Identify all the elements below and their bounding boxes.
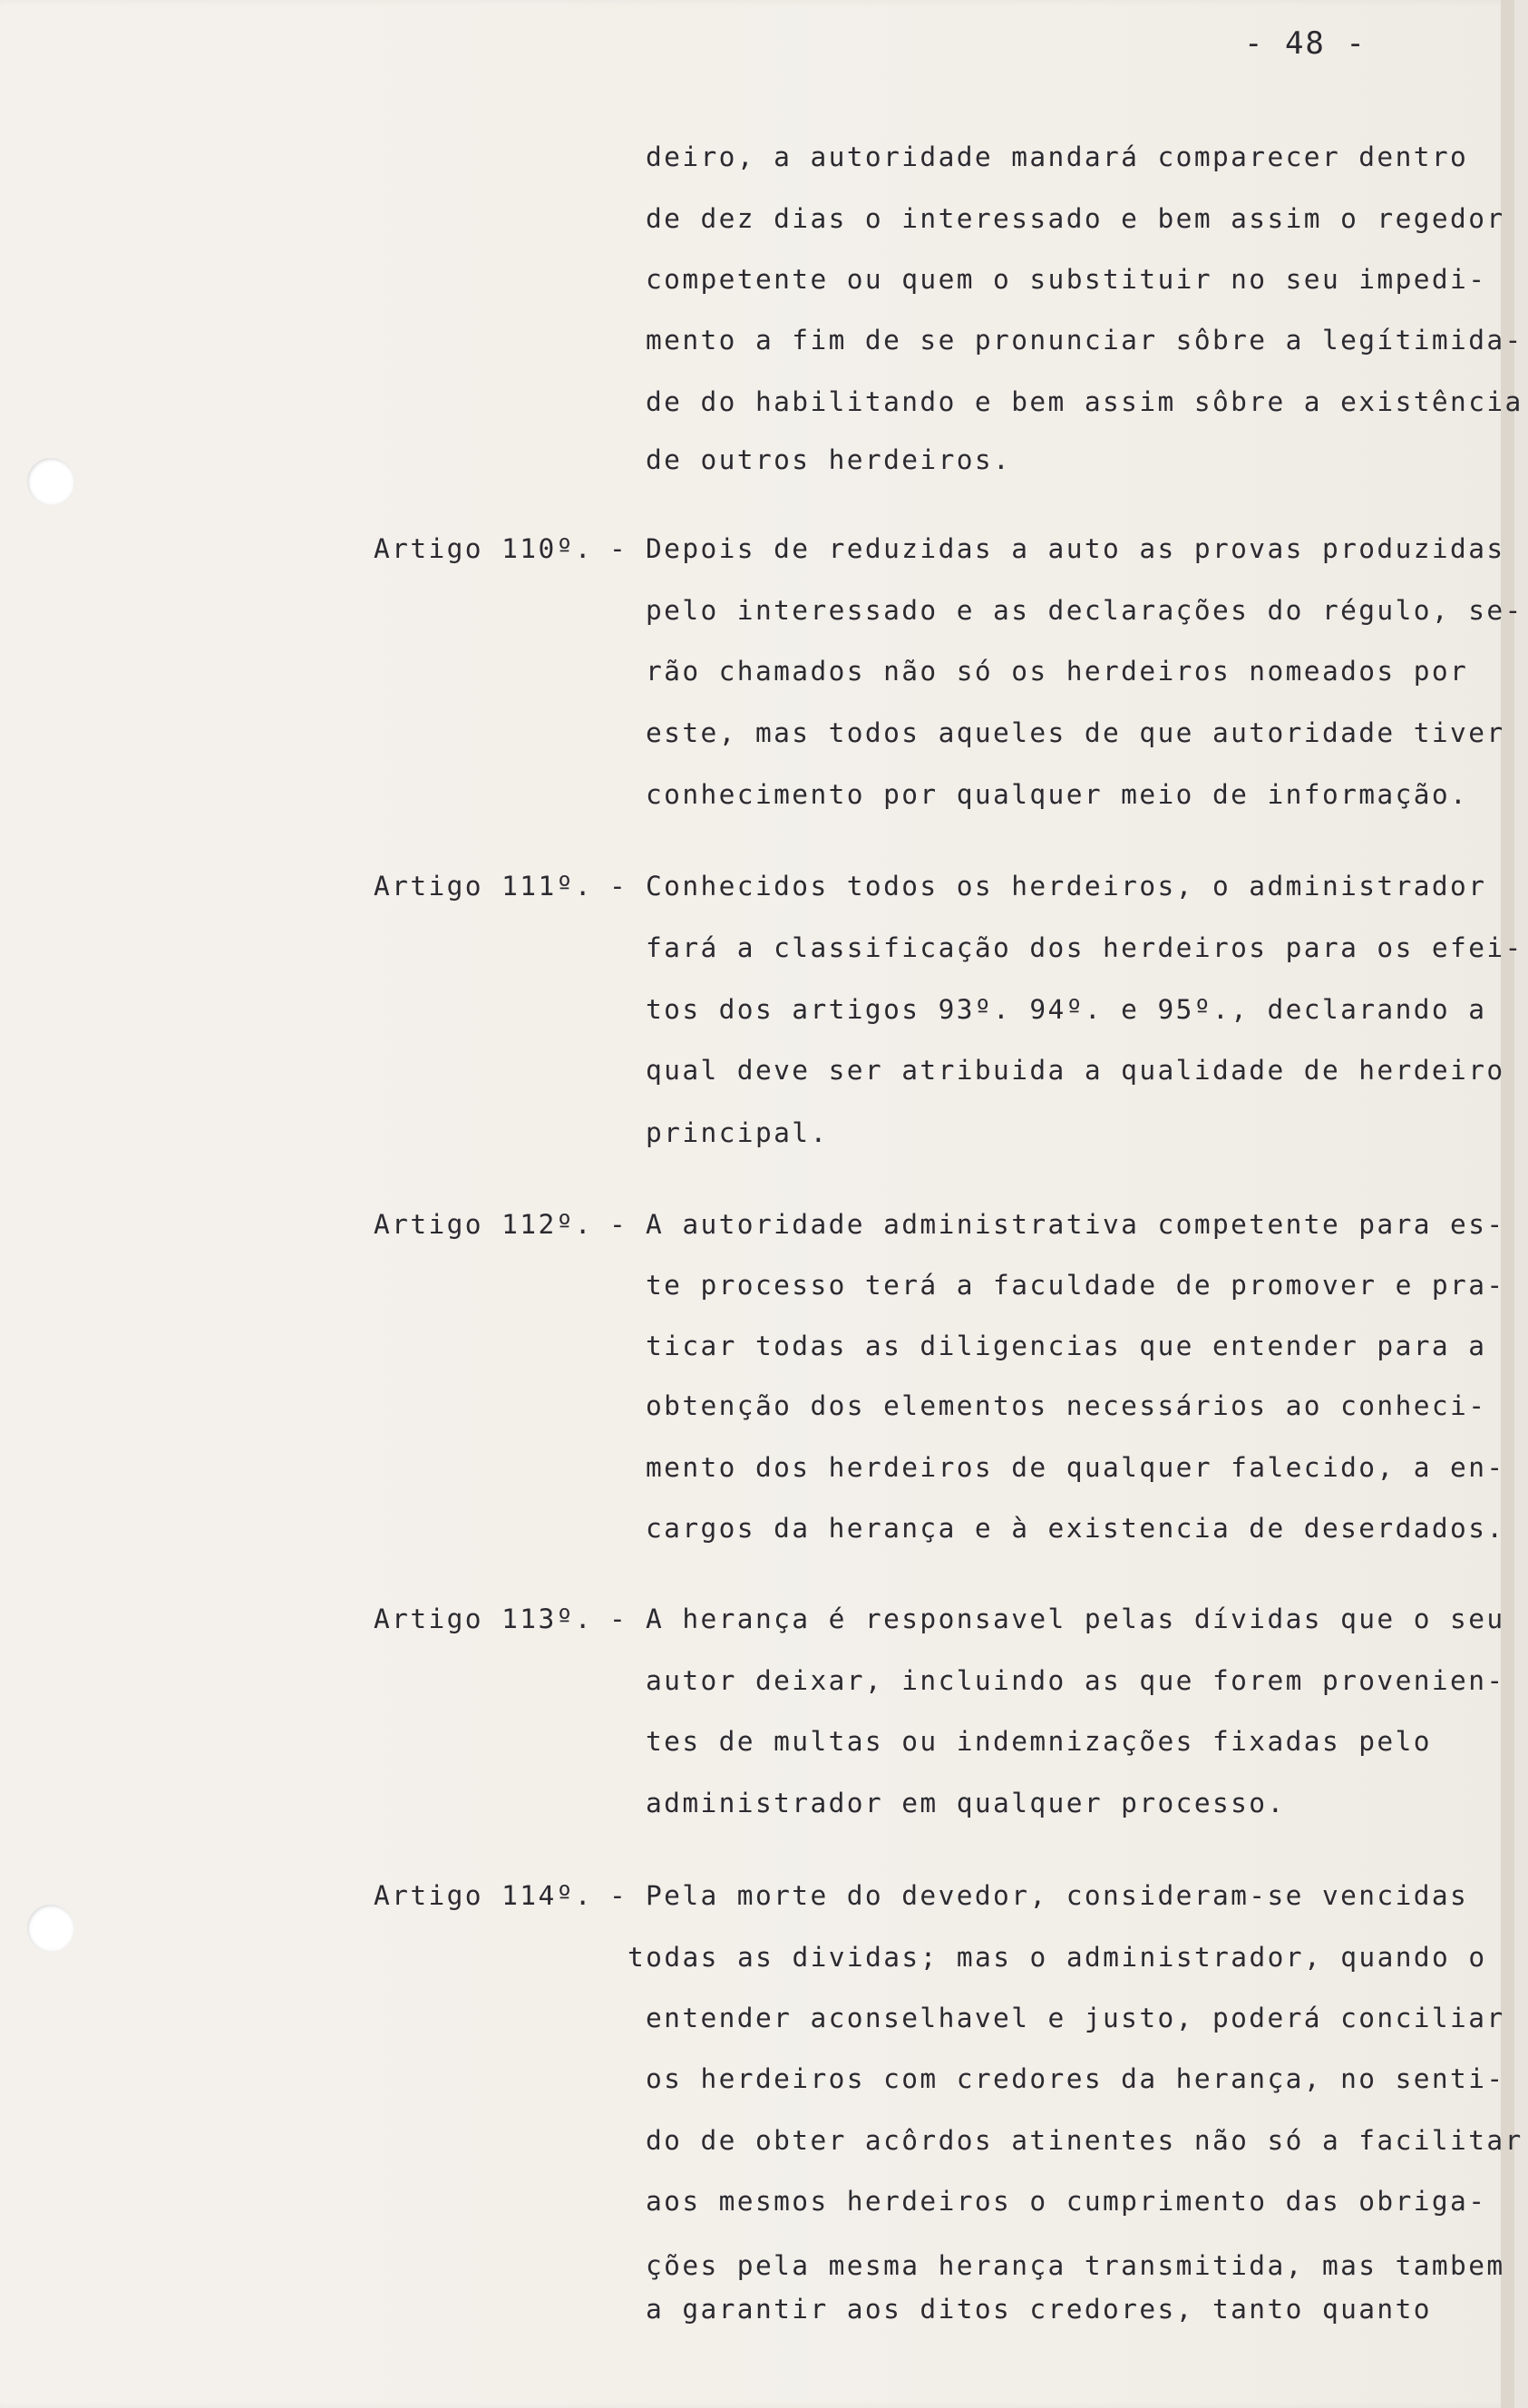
article-line: fará a classificação dos herdeiros para os efei- bbox=[646, 932, 1523, 963]
article-label: Artigo 114º. bbox=[374, 1880, 593, 1911]
punch-hole-bottom bbox=[27, 1905, 74, 1952]
intro-line: de outros herdeiros. bbox=[646, 444, 1012, 475]
article-label: Artigo 111º. bbox=[374, 871, 593, 902]
article-label: Artigo 112º. bbox=[374, 1209, 593, 1240]
article-line: autor deixar, incluindo as que forem provenien- bbox=[646, 1665, 1505, 1696]
article-label: Artigo 110º. bbox=[374, 533, 593, 564]
article-line: todas as dividas; mas o administrador, quando o bbox=[628, 1942, 1487, 1973]
article-line: conhecimento por qualquer meio de informação. bbox=[646, 779, 1469, 810]
article-line: qual deve ser atribuida a qualidade de herdeiro bbox=[646, 1055, 1505, 1086]
article-line: ções pela mesma herança transmitida, mas tambem bbox=[646, 2250, 1505, 2281]
page-edge bbox=[1501, 0, 1514, 2408]
article-line: rão chamados não só os herdeiros nomeados por bbox=[646, 656, 1469, 687]
intro-line: deiro, a autoridade mandará comparecer dentro bbox=[646, 141, 1469, 172]
punch-hole-top bbox=[27, 458, 74, 505]
article-dash: - bbox=[609, 533, 628, 564]
article-line: a garantir aos ditos credores, tanto quanto bbox=[646, 2294, 1432, 2325]
article-dash: - bbox=[609, 1209, 628, 1240]
intro-line: competente ou quem o substituir no seu impedi- bbox=[646, 264, 1487, 295]
article-line: Pela morte do devedor, consideram-se vencidas bbox=[646, 1880, 1469, 1911]
article-line: obtenção dos elementos necessários ao conheci- bbox=[646, 1390, 1487, 1421]
article-line: entender aconselhavel e justo, poderá conciliar bbox=[646, 2003, 1505, 2033]
article-line: te processo terá a faculdade de promover e pra- bbox=[646, 1270, 1505, 1301]
article-line: Depois de reduzidas a auto as provas produzidas bbox=[646, 533, 1505, 564]
article-line: A herança é responsavel pelas dívidas que o seu bbox=[646, 1604, 1505, 1634]
article-line: mento dos herdeiros de qualquer falecido, a en- bbox=[646, 1452, 1505, 1483]
article-line: principal. bbox=[646, 1117, 829, 1148]
article-line: Conhecidos todos os herdeiros, o administrador bbox=[646, 871, 1487, 902]
article-line: os herdeiros com credores da herança, no senti- bbox=[646, 2063, 1505, 2094]
article-line: pelo interessado e as declarações do régulo, se- bbox=[646, 595, 1523, 626]
article-dash: - bbox=[609, 1880, 628, 1911]
article-line: do de obter acôrdos atinentes não só a facilitar bbox=[646, 2125, 1523, 2156]
page-number: - 48 - bbox=[1244, 25, 1367, 62]
intro-line: de dez dias o interessado e bem assim o regedor bbox=[646, 203, 1505, 234]
intro-line: mento a fim de se pronunciar sôbre a legítimida- bbox=[646, 325, 1523, 356]
article-line: A autoridade administrativa competente para es- bbox=[646, 1209, 1505, 1240]
article-dash: - bbox=[609, 1604, 628, 1634]
article-dash: - bbox=[609, 871, 628, 902]
article-line: ticar todas as diligencias que entender para a bbox=[646, 1331, 1487, 1361]
article-line: este, mas todos aqueles de que autoridade tiver bbox=[646, 717, 1505, 748]
article-line: administrador em qualquer processo. bbox=[646, 1788, 1286, 1818]
intro-line: de do habilitando e bem assim sôbre a existência bbox=[646, 386, 1523, 417]
article-line: tos dos artigos 93º. 94º. e 95º., declarando a bbox=[646, 994, 1487, 1025]
article-line: cargos da herança e à existencia de deserdados. bbox=[646, 1513, 1505, 1544]
article-label: Artigo 113º. bbox=[374, 1604, 593, 1634]
article-line: aos mesmos herdeiros o cumprimento das obriga- bbox=[646, 2186, 1487, 2217]
article-line: tes de multas ou indemnizações fixadas pelo bbox=[646, 1726, 1432, 1757]
